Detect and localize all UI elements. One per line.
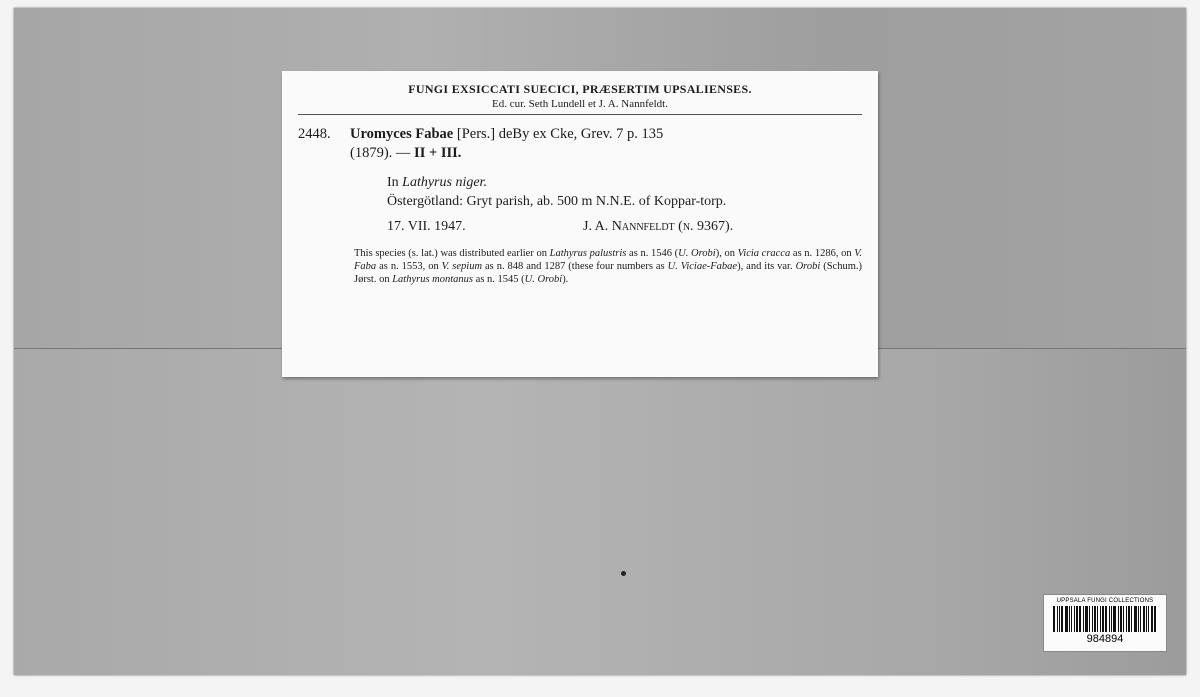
notes-segment: (Schum.) Jørst. on (354, 261, 863, 285)
notes-segment: Lathyrus palustris (549, 248, 627, 259)
barcode-bar (1118, 606, 1119, 632)
barcode-bar (1079, 606, 1081, 632)
barcode-bar (1131, 606, 1132, 632)
barcode-bars (1053, 606, 1157, 632)
barcode-bar (1120, 606, 1122, 632)
barcode-bar (1134, 606, 1137, 632)
barcode-bar (1140, 606, 1141, 632)
host-line (387, 173, 862, 192)
barcode-bar (1146, 606, 1147, 632)
notes-segment: ), on (715, 248, 738, 259)
barcode-bar (1154, 606, 1156, 632)
spore-stages: II + III. (414, 145, 462, 161)
barcode-bar (1100, 606, 1101, 632)
barcode-bar (1061, 606, 1063, 632)
barcode-bar (1148, 606, 1149, 632)
barcode-bar (1076, 606, 1078, 632)
collection-row (387, 219, 862, 235)
notes-segment: ), and its var. (737, 261, 796, 272)
specimen-number: 2448. (298, 126, 331, 142)
barcode-institution: UPPSALA FUNGI COLLECTIONS (1056, 598, 1154, 604)
host-block (387, 173, 862, 211)
barcode-number: 984894 (1086, 633, 1124, 645)
notes-segment: as n. 1553, on (376, 261, 442, 272)
notes-segment: U. Orobi (524, 274, 563, 285)
species-year: (1879). — (350, 145, 415, 161)
label-editors: Ed. cur. Seth Lundell et J. A. Nannfeldt. (298, 98, 862, 115)
barcode-bar (1138, 606, 1139, 632)
barcode-label (1043, 594, 1167, 652)
barcode-bar (1111, 606, 1112, 632)
barcode-bar (1151, 606, 1153, 632)
notes-segment: This species (s. lat.) was distributed earlier on (354, 248, 550, 259)
host-name: Lathyrus niger. (402, 175, 487, 190)
species-authority: [Pers.] deBy ex Cke, Grev. 7 p. 135 (453, 126, 664, 142)
barcode-bar (1065, 606, 1068, 632)
barcode-bar (1097, 606, 1098, 632)
barcode-bar (1105, 606, 1107, 632)
barcode-bar (1123, 606, 1124, 632)
species-name: Uromyces Fabae (350, 126, 454, 142)
species-citation (350, 125, 862, 163)
barcode-bar (1074, 606, 1075, 632)
packet-front (14, 349, 1186, 675)
notes-segment: as n. 848 and 1287 (these four numbers as (482, 261, 668, 272)
notes-segment: Orobi (795, 261, 821, 272)
notes-segment: V. Faba (354, 248, 862, 272)
collector: J. A. Nannfeldt (n. 9367). (583, 219, 734, 234)
label-series-title: FUNGI EXSICCATI SUECICI, PRÆSERTIM UPSALIENSES. (408, 82, 752, 96)
barcode-bar (1057, 606, 1058, 632)
barcode-bar (1083, 606, 1084, 632)
barcode-bar (1069, 606, 1070, 632)
ink-dot (621, 571, 626, 576)
label-notes (354, 247, 862, 286)
species-entry (298, 125, 862, 163)
barcode-bar (1059, 606, 1060, 632)
barcode-bar (1126, 606, 1127, 632)
barcode-bar (1094, 606, 1096, 632)
notes-segment: Lathyrus montanus (392, 274, 474, 285)
collection-date: 17. VII. 1947. (387, 219, 466, 234)
barcode-bar (1085, 606, 1088, 632)
notes-segment: U. Orobi (678, 248, 716, 259)
notes-segment: as n. 1545 ( (473, 274, 525, 285)
barcode-bar (1102, 606, 1104, 632)
notes-segment: as n. 1546 ( (626, 248, 679, 259)
barcode-bar (1071, 606, 1072, 632)
locality: Östergötland: Gryt parish, ab. 500 m N.N.E. of Koppar-torp. (387, 194, 727, 209)
notes-segment: U. Viciae-Fabae (667, 261, 738, 272)
barcode-bar (1109, 606, 1110, 632)
barcode-bar (1092, 606, 1093, 632)
barcode-bar (1143, 606, 1145, 632)
exsiccata-label (282, 71, 878, 377)
barcode-bar (1113, 606, 1116, 632)
barcode-bar (1128, 606, 1130, 632)
barcode-bar (1053, 606, 1055, 632)
host-prefix: In (387, 175, 403, 190)
notes-segment: Vicia cracca (737, 248, 791, 259)
notes-segment: as n. 1286, on (790, 248, 855, 259)
notes-segment: ). (562, 274, 569, 285)
notes-segment: V. sepium (441, 261, 483, 272)
barcode-bar (1089, 606, 1090, 632)
